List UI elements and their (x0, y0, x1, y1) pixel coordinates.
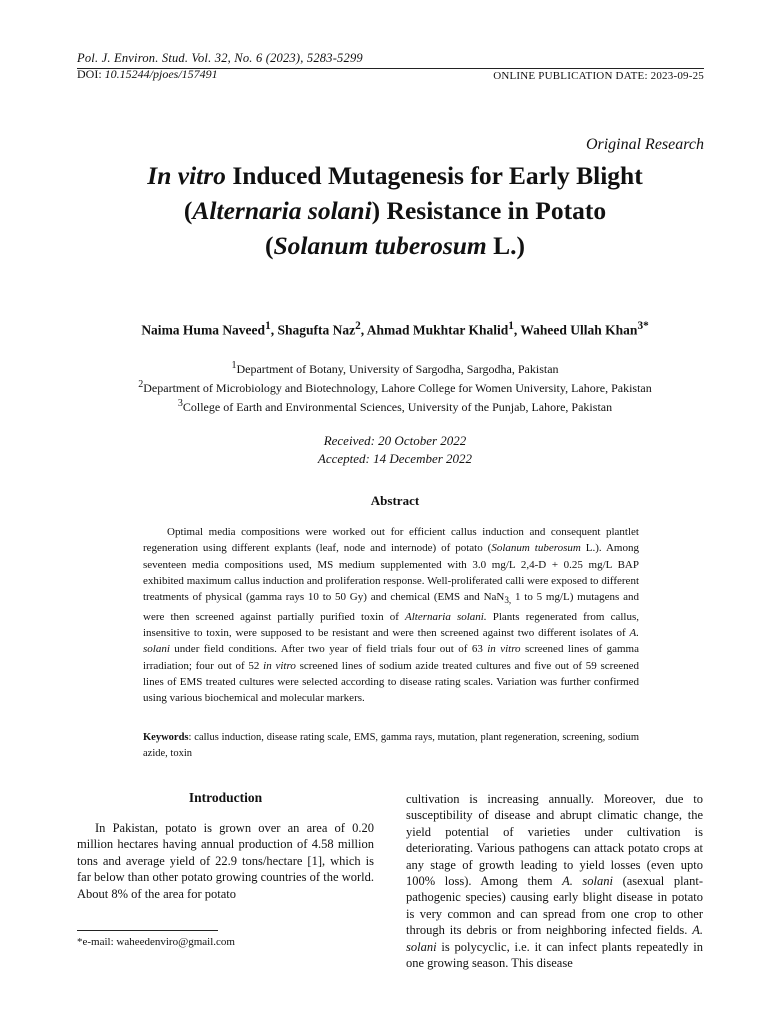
keywords (143, 730, 639, 762)
title-text-1: Induced Mutagenesis for Early Blight (225, 161, 643, 190)
author-affil-sup: 2 (355, 320, 361, 332)
received-date: Received: 20 October 2022 (323, 433, 467, 448)
title-text-2: ) Resistance in Potato (371, 196, 607, 225)
corresponding-email[interactable]: *e-mail: waheedenviro@gmail.com (77, 936, 235, 948)
doi-label: DOI: (77, 67, 102, 81)
affiliation-text: College of Earth and Environmental Sciences, University of the Punjab, Lahore, Pakistan (182, 400, 613, 414)
intro-text: is polycyclic, i.e. it can infect plants repeatedly in one growing season. This disease (406, 939, 703, 971)
title-paren-3: ( (264, 231, 274, 260)
abstract-heading: Abstract (370, 493, 420, 508)
abstract-italic: A. solani (143, 626, 639, 656)
publication-date: ONLINE PUBLICATION DATE: 2023-09-25 (493, 70, 704, 82)
journal-citation: Pol. J. Environ. Stud. Vol. 32, No. 6 (2023), 5283-5299 (77, 51, 363, 65)
header-rule (77, 68, 704, 69)
intro-left-column: In Pakistan, potato is grown over an area of 0.20 million hectares having annual production of 4.58 million tons and average yield of 22.9 tons/hectare [1], which is far below than other potato growing countries of the world. About 8% of the area for potato (77, 821, 374, 901)
abstract-text: Optimal media compositions were worked out for efficient callus induction and consequent plantlet regeneration using different explants (leaf, node and internode) of potato ( (143, 526, 639, 555)
abstract-text: 1 to 5 mg/L) mutagens and were then screened against partially purified toxin of (143, 591, 639, 623)
affiliation-sup: 3 (177, 398, 183, 409)
affiliations (60, 358, 730, 415)
author-sep: , (360, 322, 367, 338)
footnote-rule (77, 930, 218, 931)
article-title (60, 158, 730, 263)
intro-italic: A. solani (562, 874, 613, 889)
keywords-label: Keywords (143, 732, 189, 743)
abstract-subscript: 3, (504, 595, 512, 606)
abstract-text: L.). Among seventeen media compositions used, MS medium supplemented with 3.0 mg/L 2,4-D + 0.25 mg/L BAP exhibited maximum callus induction and proliferation response. Well-proliferated calli were exposed to different treatments of physical (gamma rays 10 to 50 Gy) and chemical (EMS and NaN (143, 542, 639, 604)
affiliation-sup: 2 (138, 379, 144, 390)
title-text-3: L.) (486, 231, 526, 260)
author-affil-sup: 1 (508, 320, 514, 332)
author-name: Shagufta Naz (277, 322, 356, 338)
abstract-text: Plants regenerated from callus, insensitive to toxin, were supposed to be resistant and were then screened against two different isolates of (143, 610, 639, 639)
intro-right-column (406, 791, 703, 971)
doi-value[interactable]: 10.15244/pjoes/157491 (104, 67, 218, 81)
affiliation (60, 396, 730, 415)
introduction-heading: Introduction (188, 790, 263, 805)
keywords-text: : callus induction, disease rating scale, EMS, gamma rays, mutation, plant regeneration, screening, sodium azide, toxin (143, 732, 639, 759)
abstract-body (143, 524, 639, 706)
abstract-italic: in vitro (263, 659, 296, 672)
title-italic-2: Alternaria solani (192, 196, 372, 225)
abstract-text: under field conditions. After two year of field trials four out of 63 (169, 643, 488, 656)
author-sep: , (513, 322, 521, 338)
affiliation-text: Department of Microbiology and Biotechnology, Lahore College for Women University, Lahore, Pakistan (143, 381, 652, 395)
title-italic-3: Solanum tuberosum (273, 231, 487, 260)
article-type: Original Research (585, 136, 704, 153)
abstract-text: screened lines of sodium azide treated cultures and five out of 59 screened lines of EMS treated cultures were selected according to disease rating scales. Variation was further confirmed using various biochemical and molecular markers. (143, 659, 639, 705)
abstract-text: screened lines of gamma irradiation; four out of 52 (143, 643, 639, 672)
doi[interactable] (77, 67, 218, 82)
author-name: Waheed Ullah Khan (520, 322, 638, 338)
submission-dates (60, 432, 730, 468)
abstract-italic: Alternaria solani. (405, 610, 487, 623)
intro-text: (asexual plant-pathogenic species) causing early blight disease in potato is very common and can spread from one crop to other through its debris or from neighboring infected fields. (406, 874, 703, 938)
author-affil-sup: 1 (265, 320, 271, 332)
author-list (60, 320, 730, 339)
affiliation-text: Department of Botany, University of Sargodha, Sargodha, Pakistan (236, 362, 559, 376)
intro-text: cultivation is increasing annually. Moreover, due to susceptibility of disease and abrupt climatic change, the yield potential of varieties under cultivation is deteriorating. Various pathogens can attack potato crops at any stage of growth leading to yield losses (even upto 100% loss). Among them (406, 792, 703, 889)
affiliation (60, 358, 730, 377)
author-affil-sup: 3* (637, 320, 649, 332)
abstract-italic: in vitro (487, 643, 521, 656)
author-name: Naima Huma Naveed (141, 322, 266, 338)
author-sep: , (270, 322, 278, 338)
affiliation (60, 377, 730, 396)
author-name: Ahmad Mukhtar Khalid (366, 322, 509, 338)
title-italic-1: In vitro (147, 161, 226, 190)
abstract-italic: Solanum tuberosum (491, 542, 581, 555)
title-paren-2: ( (183, 196, 193, 225)
intro-italic: A. solani (406, 923, 703, 954)
accepted-date: Accepted: 14 December 2022 (317, 451, 473, 466)
affiliation-sup: 1 (231, 360, 237, 371)
